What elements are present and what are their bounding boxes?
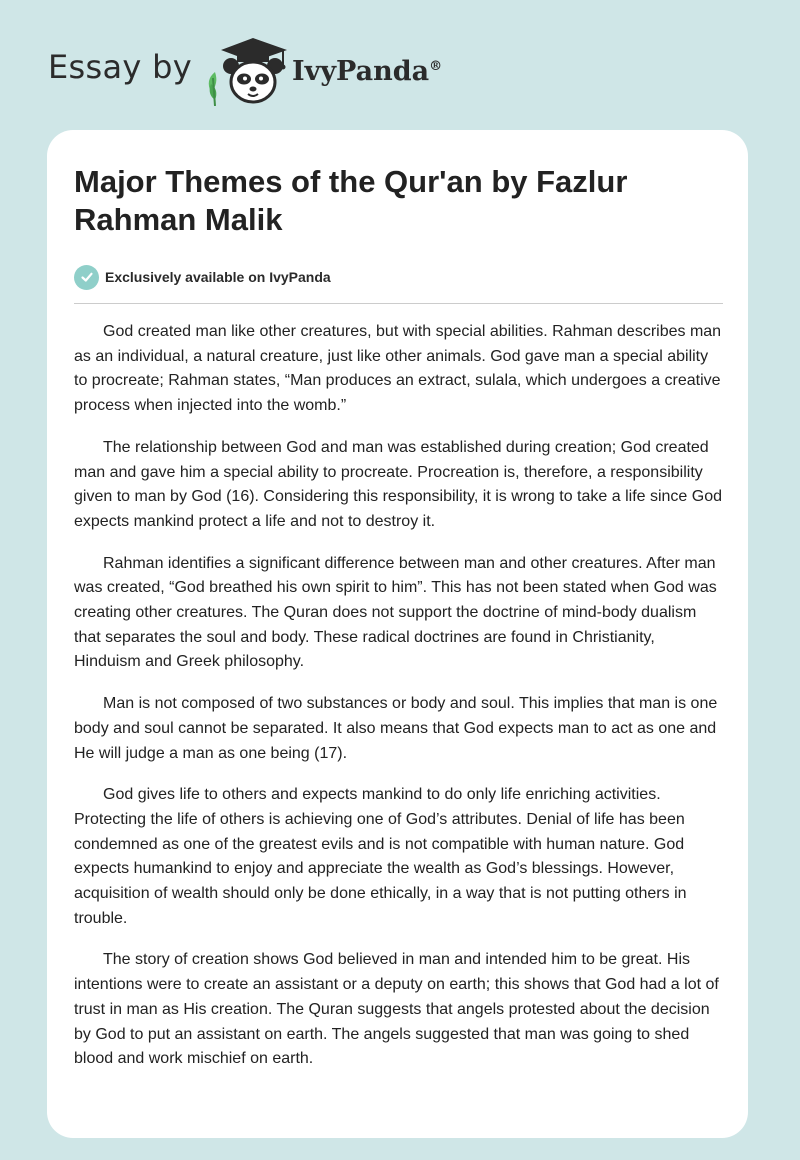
- essay-card: [47, 130, 748, 1138]
- paragraph: God created man like other creatures, but with special abilities. Rahman describes man as an individual, a natural creature, just like other animals. God gave man a special ability to procreate; Rahman states, “Man produces an extract, sulala, which undergoes a creative process when injected into the womb.”: [74, 323, 722, 415]
- site-header-brand[interactable]: [48, 34, 468, 104]
- brand-name: IvyPanda®: [292, 56, 443, 87]
- paragraph: Man is not composed of two substances or body and soul. This implies that man is one body and soul cannot be separated. It also means that God expects man to act as one and He will judge a man as one being (17).: [74, 695, 718, 762]
- checkmark-icon: [74, 265, 99, 290]
- paragraph: The story of creation shows God believed in man and intended him to be great. His intentions were to create an assistant or a deputy on earth; this shows that God had a lot of trust in man as His creation. The Quran suggests that angels protested about the decision by God to put an assistant on earth. The angels suggested that man was going to shed blood and work mischief on earth.: [74, 951, 719, 1068]
- exclusive-badge: [74, 264, 331, 290]
- panda-graduate-icon: [201, 34, 293, 106]
- brand-prefix: Essay by: [48, 48, 192, 86]
- divider: [74, 303, 723, 304]
- registered-mark: ®: [429, 59, 443, 74]
- paragraph: The relationship between God and man was established during creation; God created man and gave him a special ability to procreate. Procreation is, therefore, a responsibility given to man by God (16). Considering this responsibility, it is wrong to take a life since God expects mankind protect a life and not to destroy it.: [74, 438, 723, 530]
- paragraph: Rahman identifies a significant difference between man and other creatures. After man was created, “God breathed his own spirit to him”. This has not been stated when God was creating other creatures. The Quran does not support the doctrine of mind-body dualism that separates the soul and body. These radical doctrines are found in Christianity, Hinduism and Greek philosophy.: [74, 554, 717, 671]
- badge-text: Exclusively available on IvyPanda: [105, 269, 331, 285]
- essay-title: Major Themes of the Qur'an by Fazlur Rahman Malik: [74, 164, 628, 237]
- paragraph: God gives life to others and expects mankind to do only life enriching activities. Protecting the life of others is achieving one of God’s attributes. Denial of life has been condemned as one of the greatest evils and is not compatible with human nature. God expects humankind to enjoy and appreciate the wealth as God’s blessings. However, acquisition of wealth should only be done ethically, in a way that is not putting others in trouble.: [74, 786, 687, 927]
- essay-body: [74, 320, 725, 1089]
